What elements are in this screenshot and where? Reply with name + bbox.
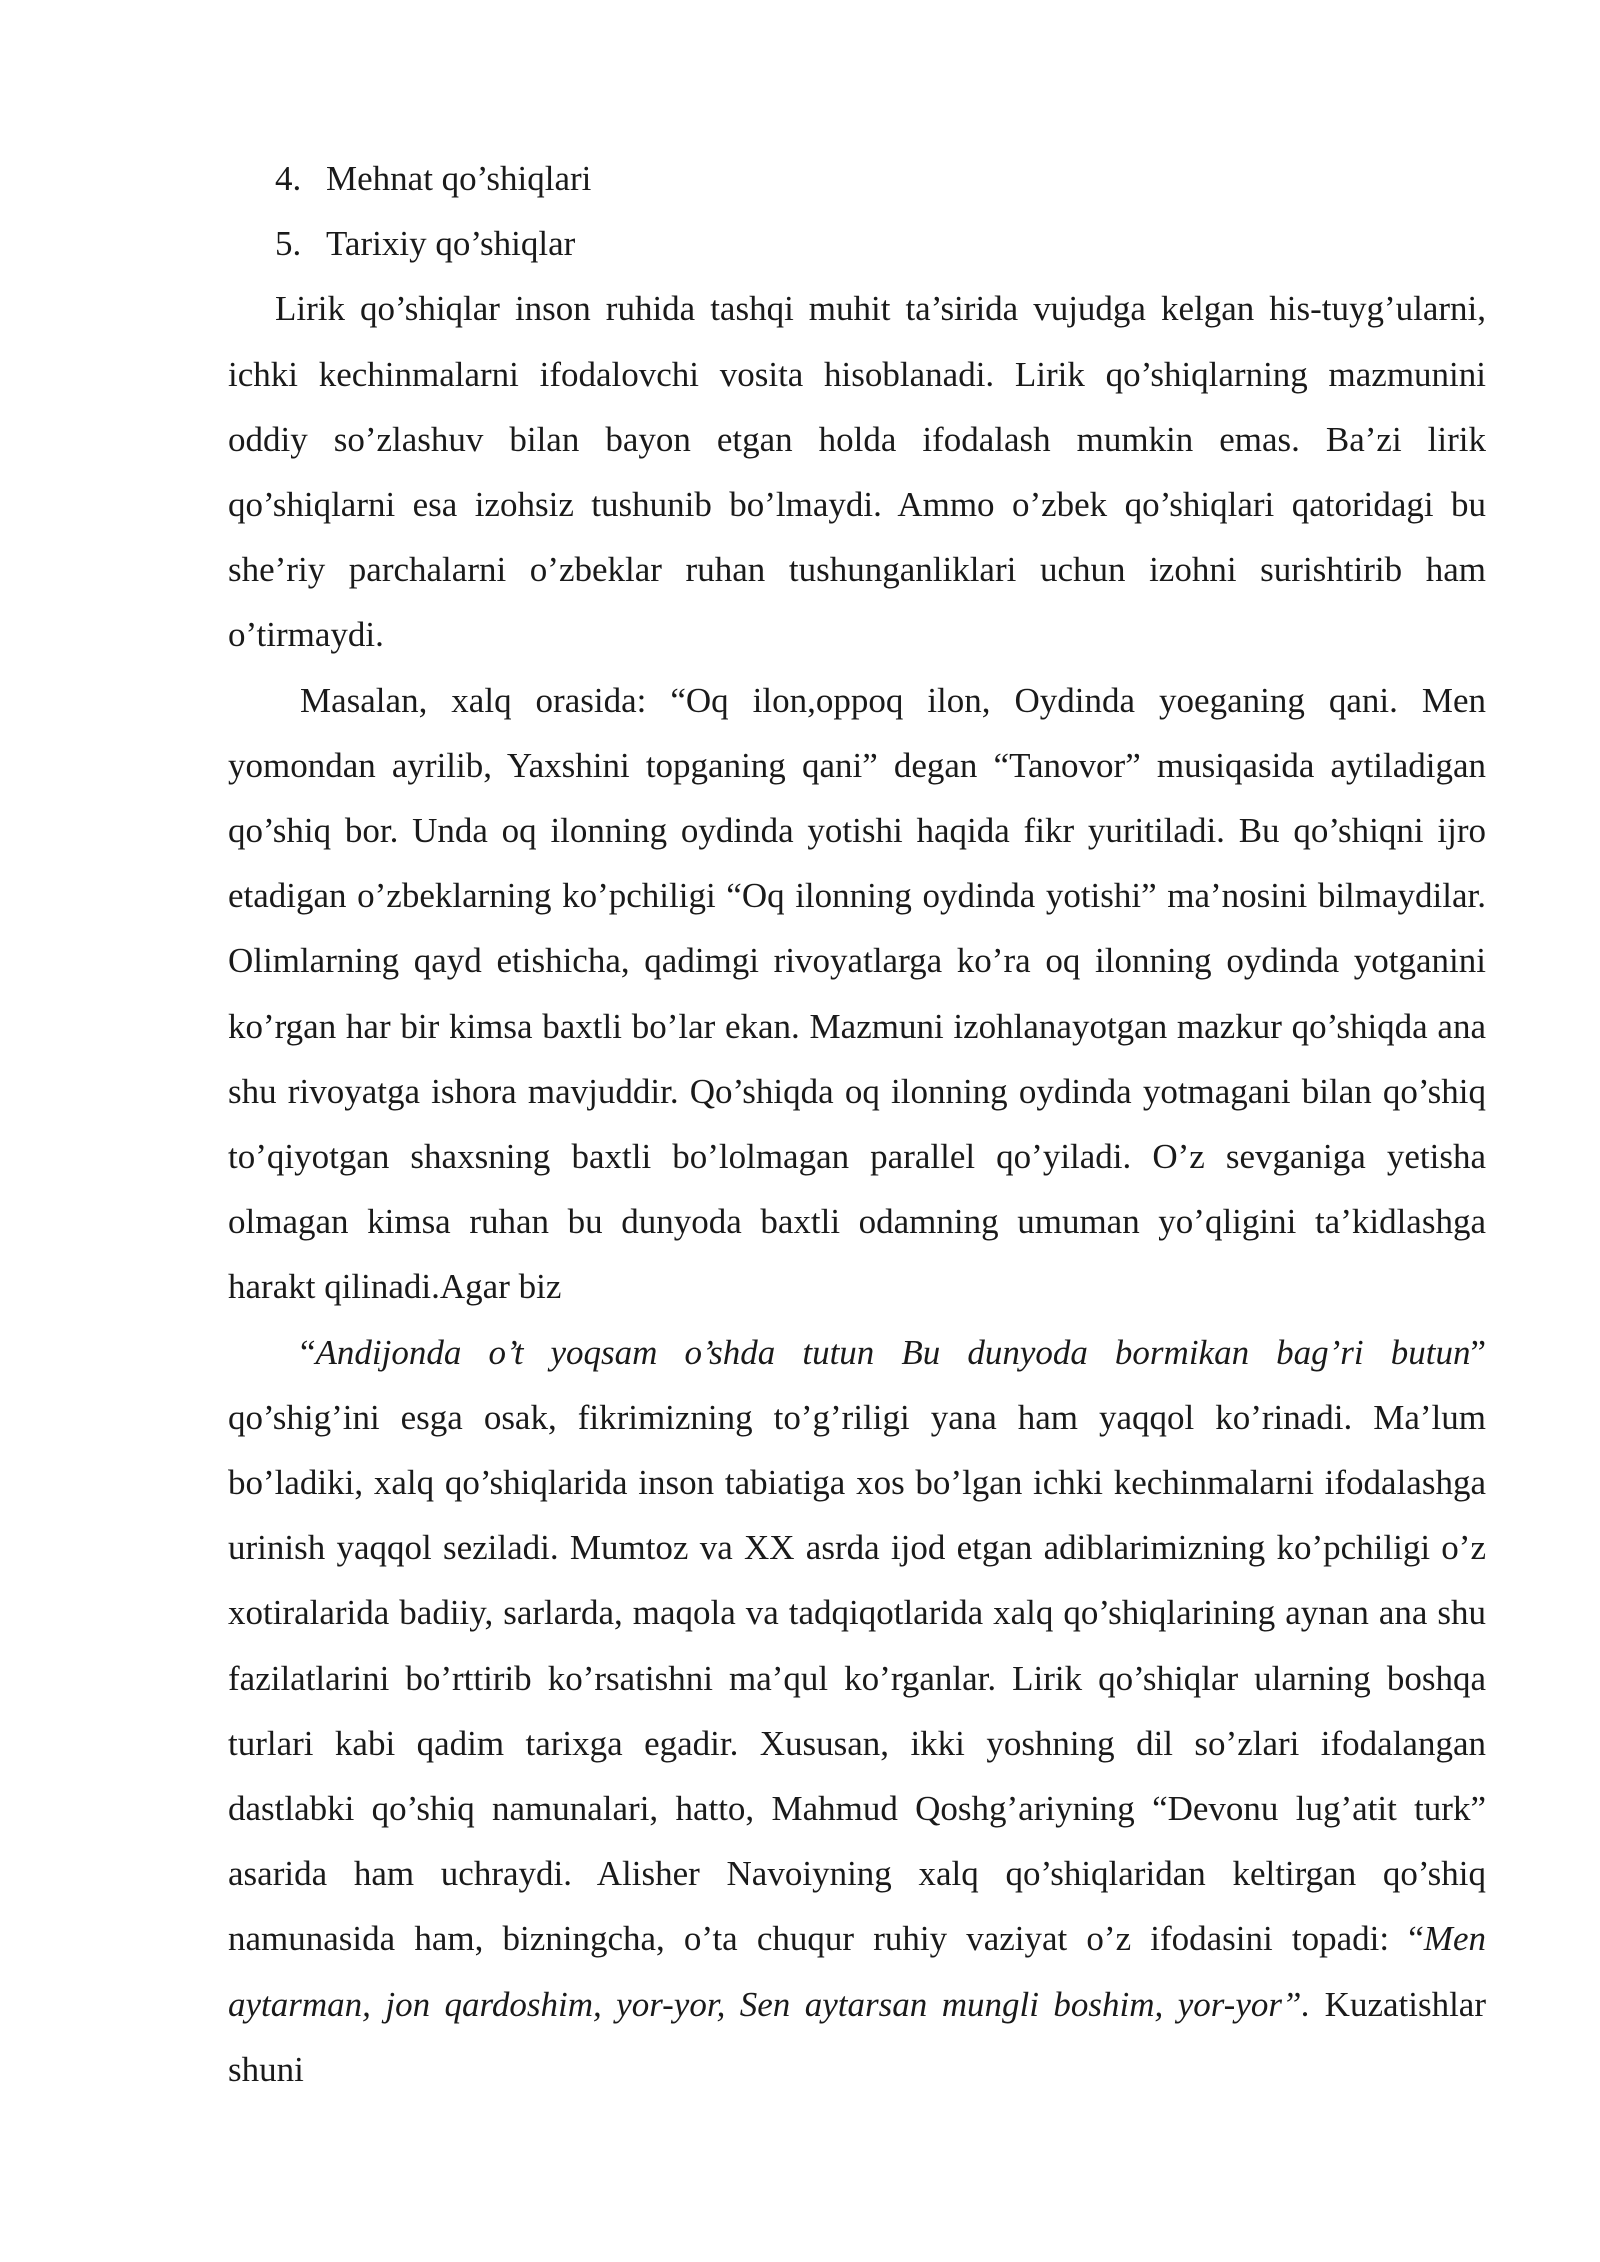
paragraph-text: qo’shig’ini esga osak, fikrimizning to’g’riligi yana ham yaqqol ko’rinadi. Ma’lum bo’ladiki, xalq qo’shiqlarida inson tabiatiga xos bo’lgan ichki kechinmalarni ifodalashga urinish yaqqol seziladi. Mumtoz va XX asrda ijod etgan adiblarimizning ko’pchiligi o’z xotiralarida badiiy, sarlarda, maqola va tadqiqotlarida xalq qo’shiqlarining aynan ana shu fazilatlarini bo’rttirib ko’rsatishni ma’qul ko’rganlar. Lirik qo’shiqlar ularning boshqa turlari kabi qadim tarixga egadir. Xususan, ikki yoshning dil so’zlari ifodalangan dastlabki qo’shiq namunalari, hatto, Mahmud Qoshg’ariyning “Devonu lug’atit turk” asarida ham uchraydi. Alisher Navoiyning xalq qo’shiqlaridan keltirgan qo’shiq namunasida ham, bizningcha, o’ta chuqur ruhiy vaziyat o’z ifodasini topadi: “ [228, 1397, 1486, 1959]
list-item [228, 211, 1486, 276]
paragraph-example [228, 668, 1486, 2102]
quote-open-mark: “ [300, 1332, 316, 1372]
paragraph-lyric-songs: Lirik qo’shiqlar inson ruhida tashqi muhit ta’sirida vujudga kelgan his-tuyg’ularni, ichki kechinmalarni ifodalovchi vosita hisoblanadi. Lirik qo’shiqlarning mazmunini oddiy so’zlashuv bilan bayon etgan holda ifodalash mumkin emas. Ba’zi lirik qo’shiqlarni esa izohsiz tushunib bo’lmaydi. Ammo o’zbek qo’shiqlari qatoridagi bu she’riy parchalarni o’zbeklar ruhan tushunganliklari uchun izohni surishtirib ham o’tirmaydi. [228, 289, 1486, 655]
list-item-number: 4. [275, 159, 302, 198]
quote-navoi-text: Men aytarman, jon qardoshim, yor-yor, Sen aytarsan mungli boshim, yor-yor”. [228, 1919, 1486, 2024]
quote-close-mark: ” [1470, 1332, 1486, 1372]
paragraph-text: Masalan, xalq orasida: “Oq ilon,oppoq ilon, Oydinda yoeganing qani. Men yomondan ayrilib, Yaxshini topganing qani” degan “Tanovor” musiqasida aytiladigan qo’shiq bor. Unda oq ilonning oydinda yotishi haqida fikr yuritiladi. Bu qo’shiqni ijro etadigan o’zbeklarning ko’pchiligi “Oq ilonning oydinda yotishi” ma’nosini bilmaydilar. Olimlarning qayd etishicha, qadimgi rivoyatlarga ko’ra oq ilonning oydinda yotganini ko’rgan har bir kimsa baxtli bo’lar ekan. Mazmuni izohlanayotgan mazkur qo’shiqda ana shu rivoyatga ishora mavjuddir. Qo’shiqda oq ilonning oydinda yotmagani bilan qo’shiq to’qiyotgan shaxsning baxtli bo’lolmagan parallel qo’yiladi. O’z sevganiga yetisha olmagan kimsa ruhan bu dunyoda baxtli odamning umuman yo’qligini ta’kidlashga harakt qilinadi.Agar biz [228, 680, 1486, 1307]
list-item [228, 146, 1486, 211]
quote-andijon [228, 1320, 1486, 1385]
list-item-text: Mehnat qo’shiqlari [326, 159, 592, 198]
quote-andijon-text: Andijonda o’t yoqsam o’shda tutun Bu dunyoda bormikan bag’ri butun [315, 1332, 1471, 1372]
list-item-number: 5. [275, 224, 302, 264]
paragraph-text: Kuzatishlar shuni [228, 1984, 1487, 2089]
list-item-text: Tarixiy qo’shiqlar [326, 224, 576, 264]
document-body [228, 146, 1486, 2102]
